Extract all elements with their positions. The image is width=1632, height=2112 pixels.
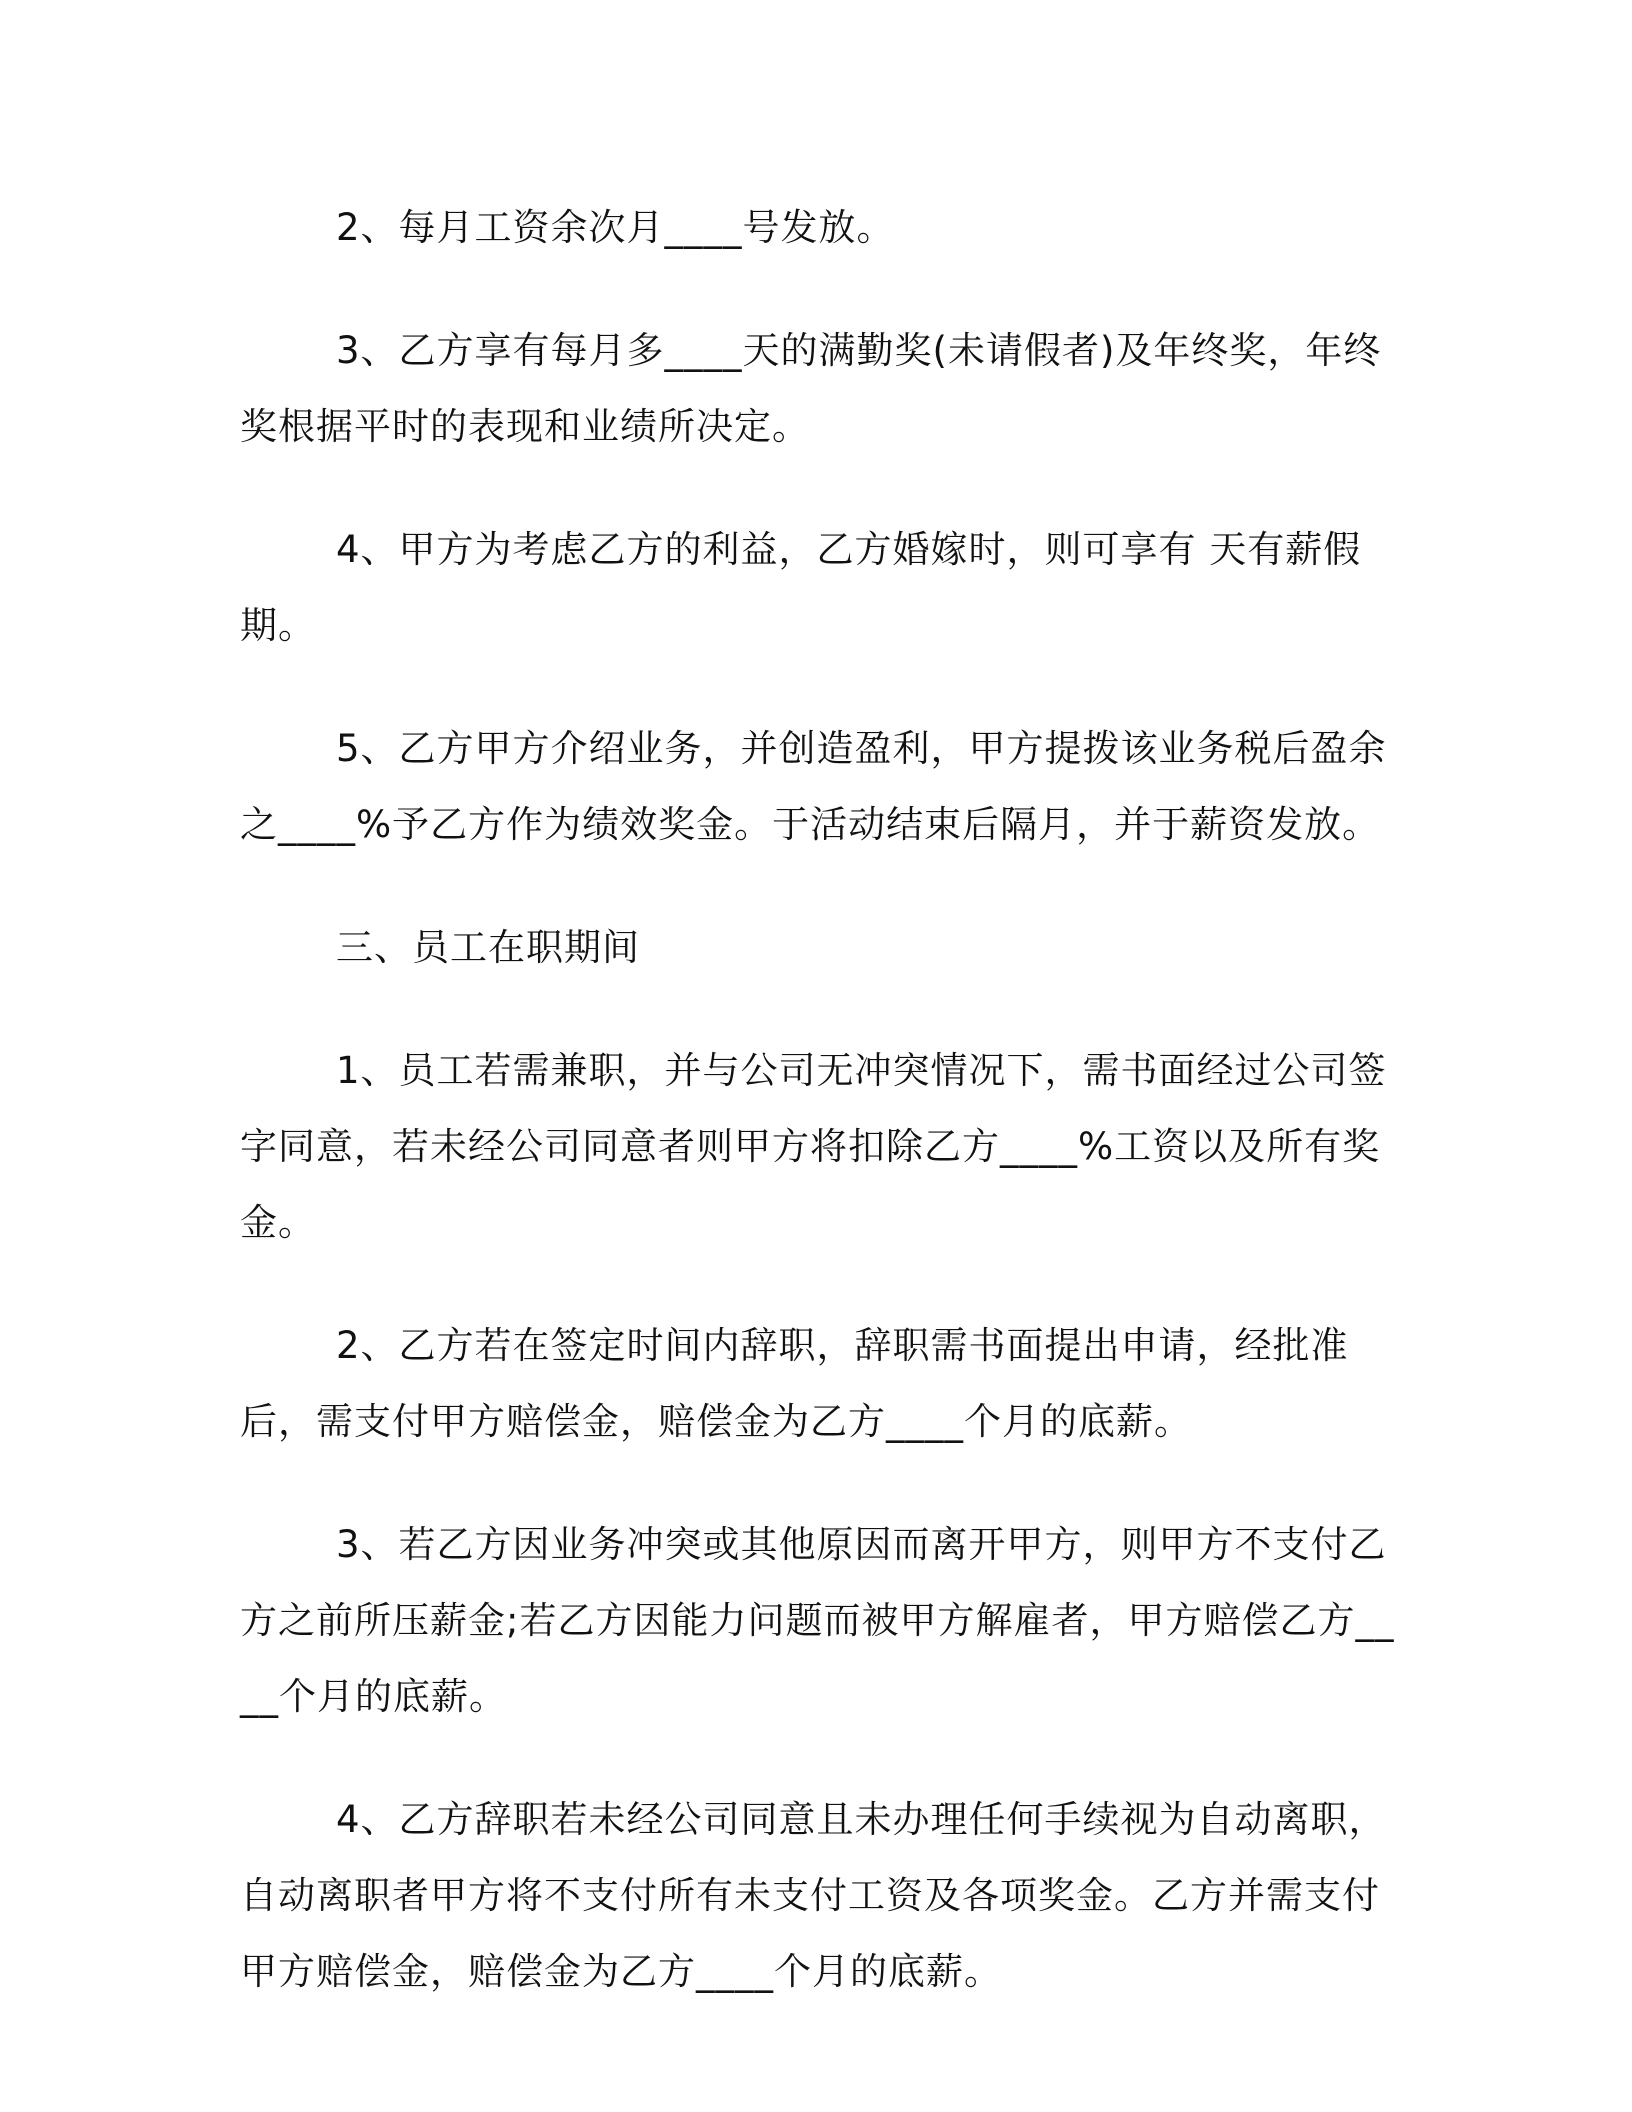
paragraph-marriage-leave: 4、甲方为考虑乙方的利益，乙方婚嫁时，则可享有 天有薪假期。	[240, 528, 1362, 647]
paragraph-performance-bonus: 5、乙方甲方介绍业务，并创造盈利，甲方提拨该业务税后盈余之____%予乙方作为绩效奖金。于活动结束后隔月，并于薪资发放。	[240, 727, 1387, 846]
section-heading: 三、员工在职期间	[336, 926, 640, 969]
paragraph-departure: 3、若乙方因业务冲突或其他原因而离开甲方，则甲方不支付乙方之前所压薪金;若乙方因能力问题而被甲方解雇者，甲方赔偿乙方____个月的底薪。	[240, 1523, 1395, 1718]
paragraph-salary-date: 2、每月工资余次月____号发放。	[336, 206, 895, 249]
paragraph-automatic-departure: 4、乙方辞职若未经公司同意且未办理任何手续视为自动离职，自动离职者甲方将不支付所有未支付工资及各项奖金。乙方并需支付甲方赔偿金，赔偿金为乙方____个月的底薪。	[240, 1798, 1387, 1993]
paragraph-part-time-job: 1、员工若需兼职，并与公司无冲突情况下，需书面经过公司签字同意，若未经公司同意者则甲方将扣除乙方____%工资以及所有奖金。	[240, 1049, 1387, 1244]
document-page	[240, 190, 1400, 2057]
paragraph-attendance-bonus: 3、乙方享有每月多____天的满勤奖(未请假者)及年终奖，年终奖根据平时的表现和业绩所决定。	[240, 329, 1382, 448]
paragraph-resignation: 2、乙方若在签定时间内辞职，辞职需书面提出申请，经批准后，需支付甲方赔偿金，赔偿金为乙方____个月的底薪。	[240, 1324, 1349, 1443]
